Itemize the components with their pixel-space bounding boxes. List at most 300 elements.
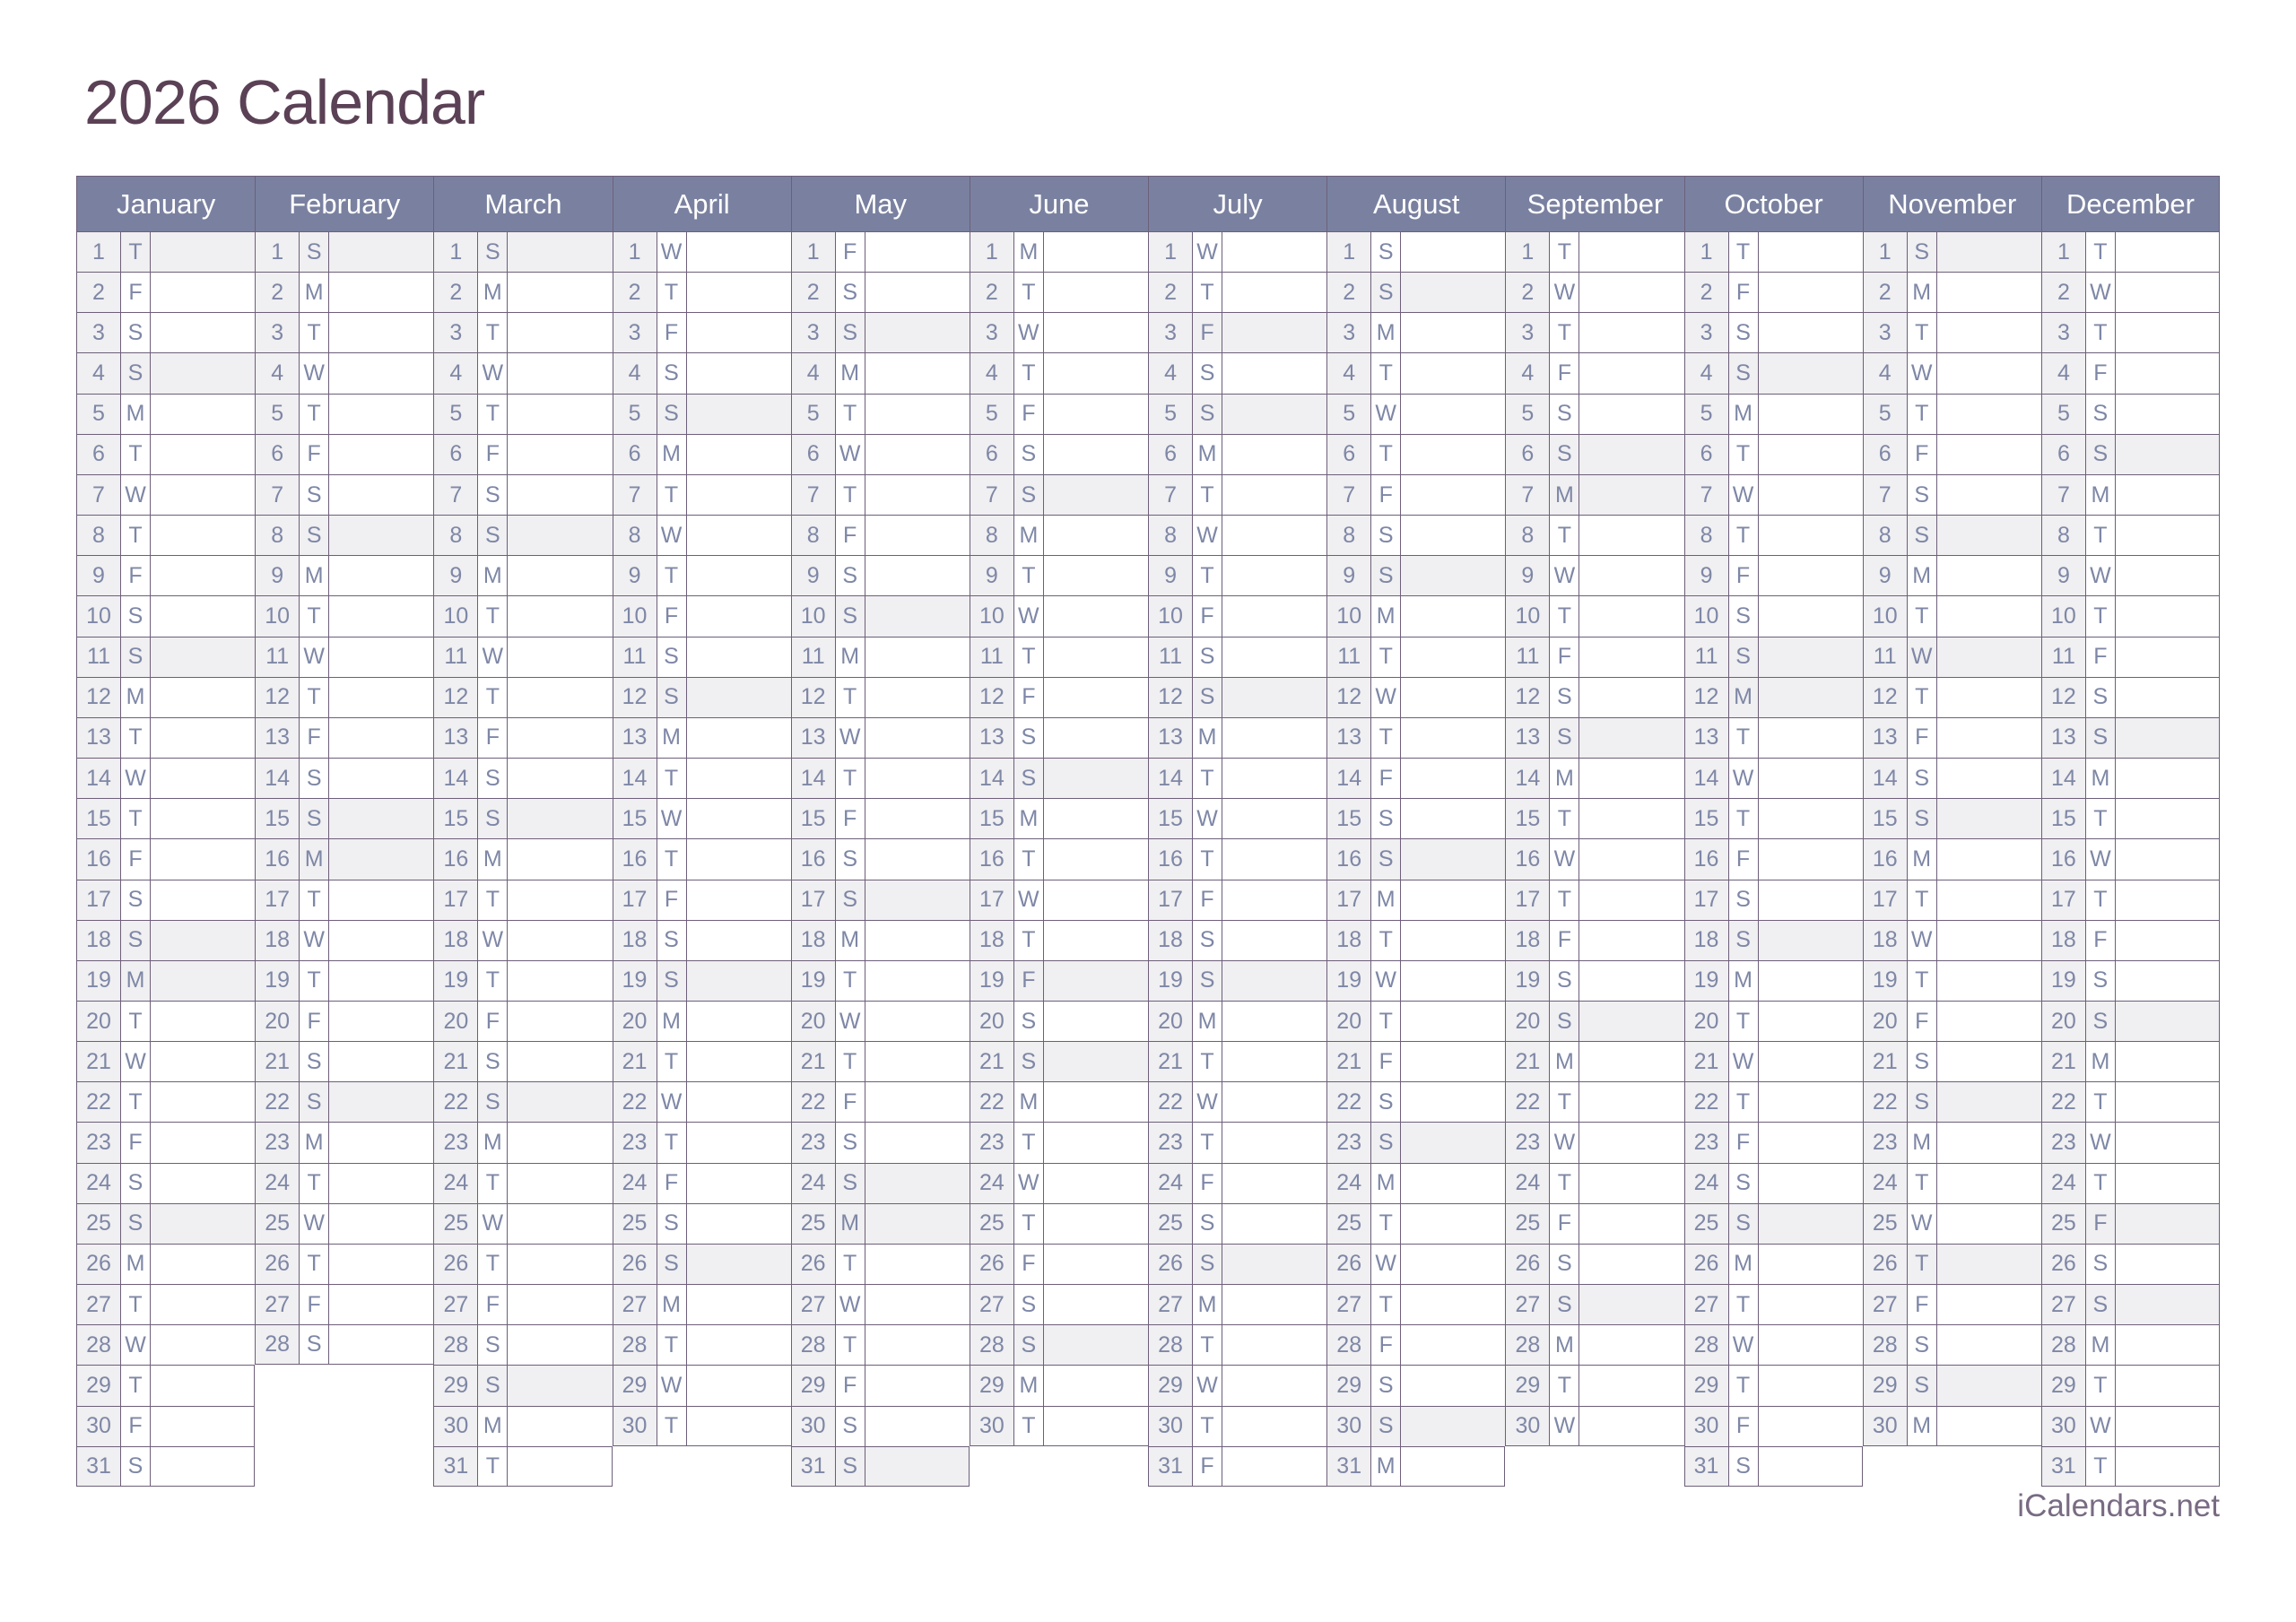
day-row [970,1284,1148,1324]
day-number: 2 [76,272,120,312]
day-number: 21 [1148,1041,1192,1081]
day-letter: S [1192,352,1222,393]
day-number: 23 [1684,1122,1728,1162]
notes-cell [1936,474,2041,515]
day-row [433,1041,612,1081]
month-column-october [1684,176,1863,1487]
notes-cell [865,1406,970,1446]
day-row [1863,1001,2041,1041]
notes-cell [2115,394,2220,434]
day-number: 20 [255,1001,299,1041]
day-number: 23 [1148,1122,1192,1162]
notes-cell [1578,960,1683,1001]
day-number: 30 [613,1406,657,1446]
day-number: 16 [1863,838,1907,879]
notes-cell [150,1446,255,1487]
day-number: 30 [1505,1406,1549,1446]
month-column-november [1863,176,2041,1446]
notes-cell [1936,434,2041,474]
notes-cell [686,798,791,838]
day-letter: S [477,1365,507,1405]
day-row [1326,1122,1505,1162]
day-row [1684,960,1863,1001]
day-letter: T [1192,758,1222,798]
month-column-july [1148,176,1326,1487]
day-number: 27 [1148,1284,1192,1324]
day-letter: T [835,677,865,717]
day-row [2041,1041,2220,1081]
notes-cell [1222,1163,1326,1203]
notes-cell [507,394,612,434]
day-letter: T [835,1324,865,1365]
notes-cell [1758,960,1863,1001]
notes-cell [328,352,433,393]
day-row [2041,960,2220,1001]
month-header-march: March [433,176,612,231]
day-number: 11 [1684,637,1728,677]
notes-cell [507,231,612,272]
notes-cell [507,272,612,312]
notes-cell [686,595,791,636]
notes-cell [507,1081,612,1122]
day-row [1863,474,2041,515]
day-letter: S [1728,1163,1758,1203]
day-letter: W [835,1001,865,1041]
notes-cell [507,595,612,636]
day-letter: T [1192,1122,1222,1162]
day-row [791,798,970,838]
day-row [970,637,1148,677]
day-letter: W [1549,1122,1578,1162]
day-number: 12 [970,677,1013,717]
day-row [255,960,433,1001]
day-row [1505,231,1683,272]
day-number: 9 [1863,555,1907,595]
notes-cell [1043,920,1148,960]
day-letter: M [1370,312,1400,352]
day-number: 9 [255,555,299,595]
notes-cell [328,838,433,879]
day-letter: M [2085,474,2115,515]
notes-cell [1758,1284,1863,1324]
day-row [433,1081,612,1122]
day-number: 28 [1684,1324,1728,1365]
notes-cell [507,1163,612,1203]
day-number: 4 [76,352,120,393]
notes-cell [865,312,970,352]
day-row [1326,637,1505,677]
day-number: 15 [1863,798,1907,838]
day-row [255,1284,433,1324]
month-column-march [433,176,612,1487]
day-number: 17 [2041,880,2085,920]
notes-cell [507,312,612,352]
day-letter: T [657,1406,686,1446]
day-row [76,717,255,758]
day-row [1863,1163,2041,1203]
day-letter: F [1549,352,1578,393]
day-letter: T [299,960,328,1001]
day-letter: S [1370,1081,1400,1122]
day-letter: S [835,880,865,920]
day-number: 14 [76,758,120,798]
day-letter: T [299,1163,328,1203]
day-number: 25 [1863,1203,1907,1244]
day-letter: S [2085,394,2115,434]
day-row [76,312,255,352]
notes-cell [1578,272,1683,312]
day-letter: T [1907,677,1936,717]
notes-cell [328,1203,433,1244]
notes-cell [1043,595,1148,636]
day-row [613,920,791,960]
notes-cell [865,1244,970,1284]
day-number: 18 [2041,920,2085,960]
notes-cell [865,434,970,474]
day-number: 26 [1505,1244,1549,1284]
day-row [1863,434,2041,474]
day-row [1326,1284,1505,1324]
day-number: 20 [1148,1001,1192,1041]
day-number: 31 [1326,1446,1370,1487]
notes-cell [1758,352,1863,393]
day-letter: T [835,394,865,434]
day-number: 1 [1148,231,1192,272]
day-letter: T [657,1122,686,1162]
day-letter: T [299,880,328,920]
day-row [2041,312,2220,352]
day-letter: F [835,1365,865,1405]
notes-cell [1578,595,1683,636]
day-letter: T [120,515,150,555]
day-row [1326,595,1505,636]
day-row [1505,515,1683,555]
month-column-september [1505,176,1683,1446]
notes-cell [1936,1324,2041,1365]
day-row [791,1284,970,1324]
day-number: 10 [1684,595,1728,636]
day-letter: S [1549,717,1578,758]
day-row [1684,394,1863,434]
notes-cell [507,1122,612,1162]
day-number: 19 [613,960,657,1001]
notes-cell [1222,920,1326,960]
day-number: 14 [1684,758,1728,798]
day-number: 7 [255,474,299,515]
day-row [791,637,970,677]
day-letter: T [657,555,686,595]
day-number: 27 [2041,1284,2085,1324]
notes-cell [2115,960,2220,1001]
notes-cell [865,272,970,312]
day-letter: T [1728,434,1758,474]
day-number: 28 [2041,1324,2085,1365]
day-letter: W [1192,798,1222,838]
day-row [433,555,612,595]
day-letter: F [2085,920,2115,960]
day-number: 24 [255,1163,299,1203]
day-letter: S [2085,1244,2115,1284]
day-row [970,1324,1148,1365]
day-row [2041,1324,2220,1365]
day-letter: W [1907,1203,1936,1244]
day-number: 18 [1684,920,1728,960]
day-row [76,637,255,677]
notes-cell [2115,312,2220,352]
day-number: 16 [970,838,1013,879]
day-letter: S [477,798,507,838]
day-row [970,434,1148,474]
notes-cell [1578,312,1683,352]
day-row [433,595,612,636]
notes-cell [1936,1122,2041,1162]
day-row [76,1284,255,1324]
day-row [970,312,1148,352]
notes-cell [865,1324,970,1365]
day-number: 30 [433,1406,477,1446]
notes-cell [507,717,612,758]
day-letter: T [1907,880,1936,920]
day-row [791,677,970,717]
day-row [1148,1244,1326,1284]
notes-cell [2115,1324,2220,1365]
notes-cell [1222,1284,1326,1324]
day-row [2041,637,2220,677]
day-letter: W [1907,352,1936,393]
notes-cell [1578,880,1683,920]
day-row [255,231,433,272]
day-number: 26 [1863,1244,1907,1284]
day-row [255,920,433,960]
day-number: 18 [1863,920,1907,960]
day-number: 16 [255,838,299,879]
day-row [1863,1406,2041,1446]
day-number: 9 [1684,555,1728,595]
notes-cell [1222,595,1326,636]
day-number: 30 [1326,1406,1370,1446]
day-letter: M [1728,1244,1758,1284]
day-letter: S [120,920,150,960]
day-letter: S [2085,434,2115,474]
notes-cell [1222,1244,1326,1284]
day-letter: F [657,312,686,352]
day-number: 30 [1148,1406,1192,1446]
day-letter: F [1728,1406,1758,1446]
day-number: 30 [970,1406,1013,1446]
notes-cell [2115,434,2220,474]
notes-cell [2115,474,2220,515]
month-column-december [2041,176,2220,1487]
day-letter: T [1549,231,1578,272]
day-letter: T [2085,798,2115,838]
day-row [76,880,255,920]
day-number: 11 [1863,637,1907,677]
day-row [76,1163,255,1203]
notes-cell [328,312,433,352]
month-header-september: September [1505,176,1683,231]
day-letter: F [1549,1203,1578,1244]
notes-cell [1400,920,1505,960]
day-row [1684,1365,1863,1405]
day-row [2041,1163,2220,1203]
day-row [76,1122,255,1162]
day-letter: F [120,1406,150,1446]
day-row [613,555,791,595]
day-row [970,1081,1148,1122]
day-row [613,1081,791,1122]
notes-cell [507,1365,612,1405]
day-number: 21 [613,1041,657,1081]
day-number: 27 [1505,1284,1549,1324]
notes-cell [2115,798,2220,838]
day-letter: S [120,880,150,920]
day-letter: W [120,1324,150,1365]
day-row [1863,920,2041,960]
notes-cell [865,717,970,758]
day-row [791,1365,970,1405]
notes-cell [865,838,970,879]
day-letter: M [299,838,328,879]
day-number: 11 [1326,637,1370,677]
day-number: 27 [433,1284,477,1324]
notes-cell [1400,595,1505,636]
day-row [1863,352,2041,393]
day-letter: S [1192,920,1222,960]
day-row [970,798,1148,838]
day-row [791,394,970,434]
day-letter: M [835,637,865,677]
day-letter: S [477,515,507,555]
day-letter: W [299,352,328,393]
day-number: 11 [1505,637,1549,677]
day-row [1148,960,1326,1001]
notes-cell [1222,1446,1326,1487]
notes-cell [150,474,255,515]
day-row [1148,758,1326,798]
day-row [2041,394,2220,434]
day-number: 21 [255,1041,299,1081]
day-row [255,637,433,677]
day-number: 22 [1684,1081,1728,1122]
day-row [255,1001,433,1041]
day-number: 31 [1684,1446,1728,1487]
day-number: 18 [1148,920,1192,960]
day-row [1148,838,1326,879]
day-letter: S [477,474,507,515]
notes-cell [507,1406,612,1446]
notes-cell [865,1081,970,1122]
day-number: 29 [2041,1365,2085,1405]
day-letter: T [120,1081,150,1122]
day-letter: W [1013,1163,1043,1203]
day-letter: T [657,1041,686,1081]
notes-cell [2115,1284,2220,1324]
day-row [76,231,255,272]
notes-cell [865,920,970,960]
day-number: 19 [791,960,835,1001]
day-number: 26 [1684,1244,1728,1284]
day-row [791,880,970,920]
notes-cell [507,555,612,595]
day-number: 30 [791,1406,835,1446]
day-number: 18 [791,920,835,960]
day-letter: T [1192,555,1222,595]
day-number: 20 [1326,1001,1370,1041]
notes-cell [2115,1446,2220,1487]
day-row [433,272,612,312]
notes-cell [1936,920,2041,960]
day-letter: W [1370,1244,1400,1284]
day-row [613,1041,791,1081]
day-row [76,394,255,434]
day-letter: W [477,1203,507,1244]
day-number: 18 [613,920,657,960]
notes-cell [507,1203,612,1244]
day-letter: F [477,434,507,474]
day-row [1863,1244,2041,1284]
day-letter: T [1192,838,1222,879]
day-number: 6 [791,434,835,474]
day-letter: T [1907,960,1936,1001]
notes-cell [150,312,255,352]
day-letter: S [1728,1446,1758,1487]
day-row [613,272,791,312]
day-row [1684,1001,1863,1041]
day-letter: M [1728,960,1758,1001]
day-letter: W [1549,555,1578,595]
day-number: 25 [76,1203,120,1244]
day-number: 24 [791,1163,835,1203]
day-number: 5 [1863,394,1907,434]
day-letter: T [1013,1406,1043,1446]
day-letter: F [1013,677,1043,717]
notes-cell [1043,838,1148,879]
day-row [433,515,612,555]
day-row [791,920,970,960]
notes-cell [1578,1122,1683,1162]
day-row [1505,1041,1683,1081]
day-row [1505,1081,1683,1122]
day-number: 3 [1684,312,1728,352]
day-letter: T [657,1324,686,1365]
day-number: 1 [255,231,299,272]
day-number: 15 [255,798,299,838]
day-number: 28 [433,1324,477,1365]
notes-cell [328,434,433,474]
notes-cell [2115,1041,2220,1081]
day-letter: S [299,1081,328,1122]
day-row [791,1122,970,1162]
notes-cell [1578,1284,1683,1324]
day-number: 31 [1148,1446,1192,1487]
day-row [2041,1365,2220,1405]
day-letter: S [1728,1203,1758,1244]
day-row [970,920,1148,960]
day-letter: S [1549,394,1578,434]
day-letter: M [657,717,686,758]
notes-cell [150,758,255,798]
day-letter: W [299,1203,328,1244]
day-row [791,1163,970,1203]
day-number: 26 [791,1244,835,1284]
notes-cell [865,1001,970,1041]
day-row [433,231,612,272]
notes-cell [1936,312,2041,352]
day-letter: F [477,717,507,758]
day-number: 19 [76,960,120,1001]
day-row [613,960,791,1001]
day-number: 29 [1863,1365,1907,1405]
